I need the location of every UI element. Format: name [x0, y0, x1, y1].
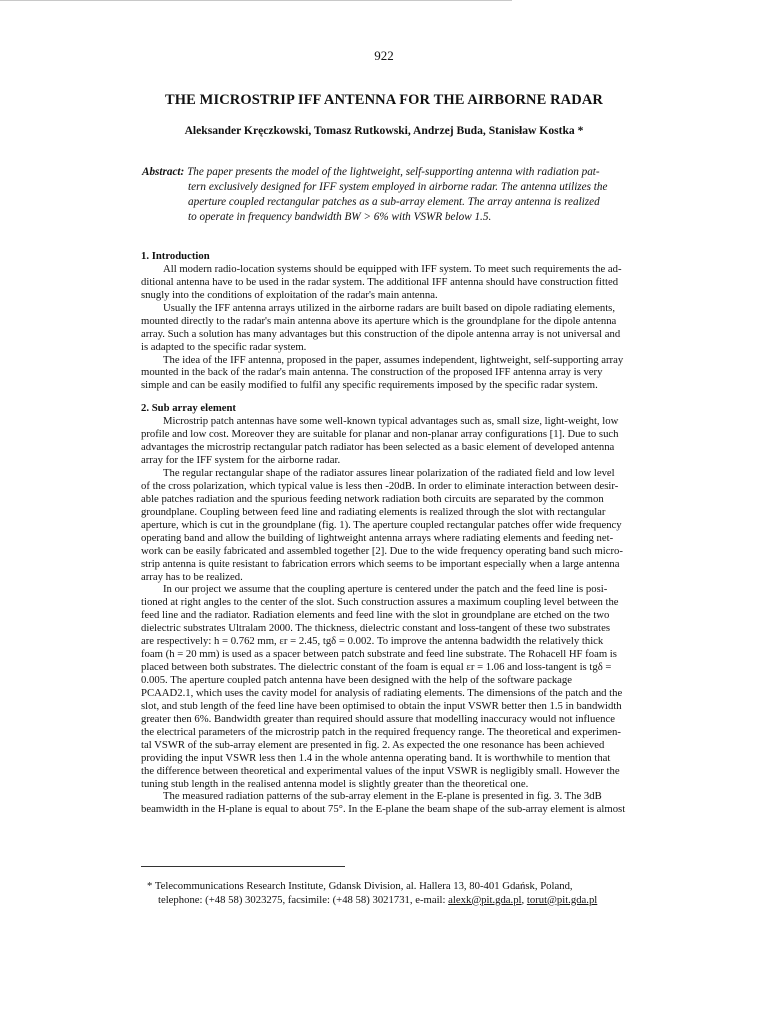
body-line: array for the IFF system for the airborne radar.: [141, 454, 341, 467]
body-line: work can be easily fabricated and assembled together [2]. Due to the wide frequency operating band such micro-: [141, 544, 623, 557]
body-line: mounted in the back of the radar's main antenna. The construction of the proposed IFF antenna array is very: [141, 366, 603, 379]
body-line: strip antenna is quite resistant to fabrication errors which seems to be important especially when a large antenna: [141, 557, 620, 570]
footnote-contact: [147, 894, 597, 908]
body-line: The measured radiation patterns of the sub-array element in the E-plane is presented in fig. 3. The 3dB: [163, 790, 602, 803]
body-line: able patches radiation and the spurious feeding network radiation both circuits are separated by the common: [141, 492, 604, 505]
section-heading: 1. Introduction: [141, 250, 210, 262]
scan-top-edge: [0, 0, 512, 1]
body-line: beamwidth in the H-plane is equal to about 75°. In the E-plane the beam shape of the sub-array element is almost: [141, 803, 626, 816]
body-line: the difference between theoretical and experimental values of the input VSWR is negligibly small. However the: [141, 764, 620, 777]
body-line: feed line and the radiator. Radiation elements and feed line with the slot in groundplane are etched on the two: [141, 609, 610, 622]
paper-title: THE MICROSTRIP IFF ANTENNA FOR THE AIRBORNE RADAR: [165, 92, 603, 108]
body-line: array has to be realized.: [141, 570, 243, 583]
abstract-first-line: [142, 165, 642, 180]
body-line: greater then 6%. Bandwidth greater than required should assure that modelling inaccuracy would not influence: [141, 712, 615, 725]
body-text: [141, 250, 661, 816]
body-line: are respectively: h = 0.762 mm, εr = 2.45, tgδ = 0.002. To improve the antenna badwidth the relatively thick: [141, 635, 604, 648]
body-line: placed between both substrates. The dielectric constant of the foam is equal εr = 1.06 and loss-tangent is tgδ =: [141, 661, 612, 674]
email-link[interactable]: torut@pit.gda.pl: [526, 893, 598, 906]
body-line: operating band and allow the building of lightweight antenna arrays where radiating elements and feeding net-: [141, 531, 614, 544]
body-line: In our project we assume that the coupling aperture is centered under the patch and the feed line is posi-: [163, 583, 608, 596]
body-line: foam (h = 20 mm) is used as a spacer between patch substrate and feed line substrate. The Rohacell HF foam is: [141, 648, 617, 661]
abstract: [142, 165, 642, 225]
body-line: snugly into the conditions of exploitation of the radar's main antenna.: [141, 288, 438, 301]
body-line: slot, and stub length of the feed line have been optimised to obtain the input VSWR better then 1.5 in bandwidth: [141, 699, 622, 712]
section-gap: [141, 392, 661, 402]
body-line: providing the input VSWR less then 1.4 in the whole antenna operating band. It is worthwhile to mention that: [141, 751, 611, 764]
body-line: ditional antenna have to be used in the radar system. The additional IFF antenna should have construction fitted: [141, 275, 619, 288]
footnote: [147, 880, 597, 907]
section-heading: 2. Sub array element: [141, 402, 236, 415]
body-line: array. Such a solution has many advantages but this construction of the dipole antenna array is not universal and: [141, 327, 621, 340]
body-line: advantages the microstrip rectangular patch radiator has been selected as a basic element of developed antenna: [141, 441, 615, 454]
abstract-line: to operate in frequency bandwidth BW > 6% with VSWR below 1.5.: [188, 211, 492, 223]
abstract-text: The paper presents the model of the lightweight, self-supporting antenna with radiation pat-: [187, 166, 600, 178]
abstract-line: aperture coupled rectangular patches as a sub-array element. The array antenna is realized: [188, 196, 600, 208]
body-line: groundplane. Coupling between feed line and radiating elements is realized through the slot with rectangular: [141, 505, 606, 518]
body-line: is adapted to the specific radar system.: [141, 340, 307, 353]
body-line: tioned at right angles to the center of the slot. Such construction assures a maximum coupling level between the: [141, 596, 619, 609]
body-line: of the cross polarization, which typical value is less then -20dB. In order to eliminate interaction between desir-: [141, 479, 619, 492]
body-line: tuning stub length in the realised antenna model is slightly greater than the theoretical one.: [141, 777, 529, 790]
body-line: profile and low cost. Moreover they are suitable for planar and non-planar array configurations [1]. Due to such: [141, 428, 619, 441]
body-line: simple and can be easily modified to fulfil any specific requirements imposed by the specific radar system.: [141, 379, 598, 392]
abstract-line: tern exclusively designed for IFF system employed in airborne radar. The antenna utilizes the: [188, 181, 608, 193]
footnote-separator: ,: [521, 893, 527, 906]
body-line: tal VSWR of the sub-array element are presented in fig. 2. As expected the one resonance has been achieved: [141, 738, 605, 751]
page-number: 922: [374, 48, 394, 63]
body-line: the electrical parameters of the microstrip patch in the required frequency range. The theoretical and experimen-: [141, 725, 621, 738]
author-list: Aleksander Kręczkowski, Tomasz Rutkowski, Andrzej Buda, Stanisław Kostka *: [184, 124, 584, 137]
footnote-rule: [141, 866, 345, 867]
body-line: PCAAD2.1, which uses the cavity model for analysis of radiating elements. The dimensions of the patch and the: [141, 686, 623, 699]
body-line: mounted directly to the radar's main antenna above its aperture which is the groundplane for the dipole antenna: [141, 314, 617, 327]
email-link[interactable]: alexk@pit.gda.pl: [448, 893, 522, 906]
body-line: Microstrip patch antennas have some well-known typical advantages such as, small size, light-weight, low: [163, 415, 619, 428]
body-line: All modern radio-location systems should be equipped with IFF system. To meet such requirements the ad-: [163, 262, 622, 275]
abstract-label: Abstract:: [142, 166, 185, 178]
body-line: aperture, which is cut in the groundplane (fig. 1). The aperture coupled rectangular patches offer wide frequency: [141, 518, 622, 531]
body-line: The regular rectangular shape of the radiator assures linear polarization of the radiated field and low level: [163, 467, 615, 479]
body-line: dielectric substrates Ultralam 2000. The thickness, dielectric constant and loss-tangent of these two substrates: [141, 622, 611, 635]
footnote-affiliation: * Telecommunications Research Institute, Gdansk Division, al. Hallera 13, 80-401 Gdańsk, Poland,: [147, 880, 573, 892]
body-line: 0.005. The aperture coupled patch antenna have been designed with the help of the software package: [141, 674, 572, 686]
body-line: The idea of the IFF antenna, proposed in the paper, assumes independent, lightweight, self-supporting array: [163, 353, 624, 366]
body-line: Usually the IFF antenna arrays utilized in the airborne radars are built based on dipole radiating elements,: [163, 301, 615, 314]
footnote-contact-text: telephone: (+48 58) 3023275, facsimile: (+48 58) 3021731, e-mail:: [158, 893, 449, 906]
